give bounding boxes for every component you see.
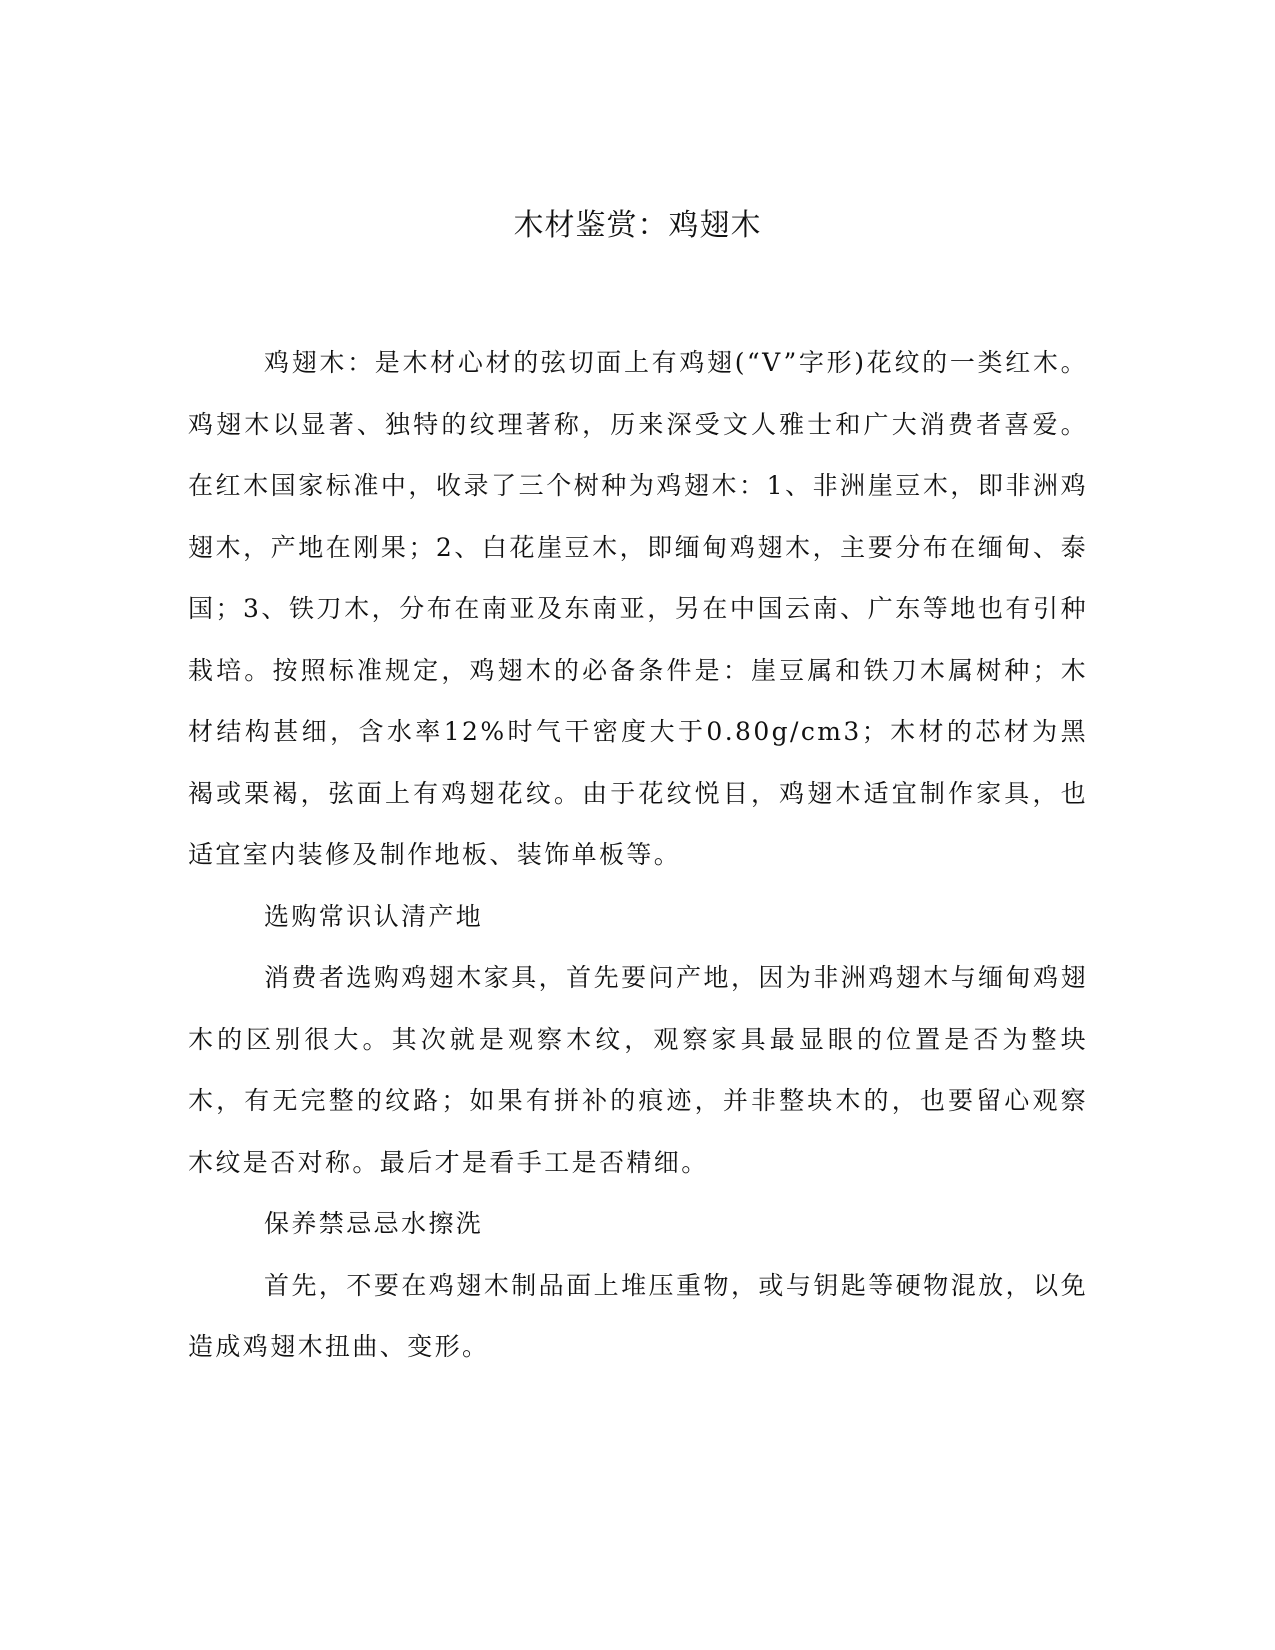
- intro-paragraph: 鸡翅木：是木材心材的弦切面上有鸡翅(“V”字形)花纹的一类红木。鸡翅木以显著、独特的纹理著称，历来深受文人雅士和广大消费者喜爱。在红木国家标准中，收录了三个树种为鸡翅木：1、非洲崖豆木，即非洲鸡翅木，产地在刚果；2、白花崖豆木，即缅甸鸡翅木，主要分布在缅甸、泰国；3、铁刀木，分布在南亚及东南亚，另在中国云南、广东等地也有引种栽培。按照标准规定，鸡翅木的必备条件是：崖豆属和铁刀木属树种；木材结构甚细，含水率12%时气干密度大于0.80g/cm3；木材的芯材为黑褐或栗褐，弦面上有鸡翅花纹。由于花纹悦目，鸡翅木适宜制作家具，也适宜室内装修及制作地板、装饰单板等。: [188, 348, 1088, 869]
- section-heading-buying: 选购常识认清产地: [264, 901, 484, 931]
- page-title: 木材鉴赏：鸡翅木: [513, 208, 762, 243]
- buying-paragraph: 消费者选购鸡翅木家具，首先要问产地，因为非洲鸡翅木与缅甸鸡翅木的区别很大。其次就是观察木纹，观察家具最显眼的位置是否为整块木，有无完整的纹路；如果有拼补的痕迹，并非整块木的，也要留心观察木纹是否对称。最后才是看手工是否精细。: [188, 963, 1088, 1177]
- care-paragraph: 首先，不要在鸡翅木制品面上堆压重物，或与钥匙等硬物混放，以免造成鸡翅木扭曲、变形。: [188, 1270, 1088, 1361]
- section-heading-care: 保养禁忌忌水擦洗: [264, 1209, 484, 1238]
- document-body: [188, 332, 1088, 1378]
